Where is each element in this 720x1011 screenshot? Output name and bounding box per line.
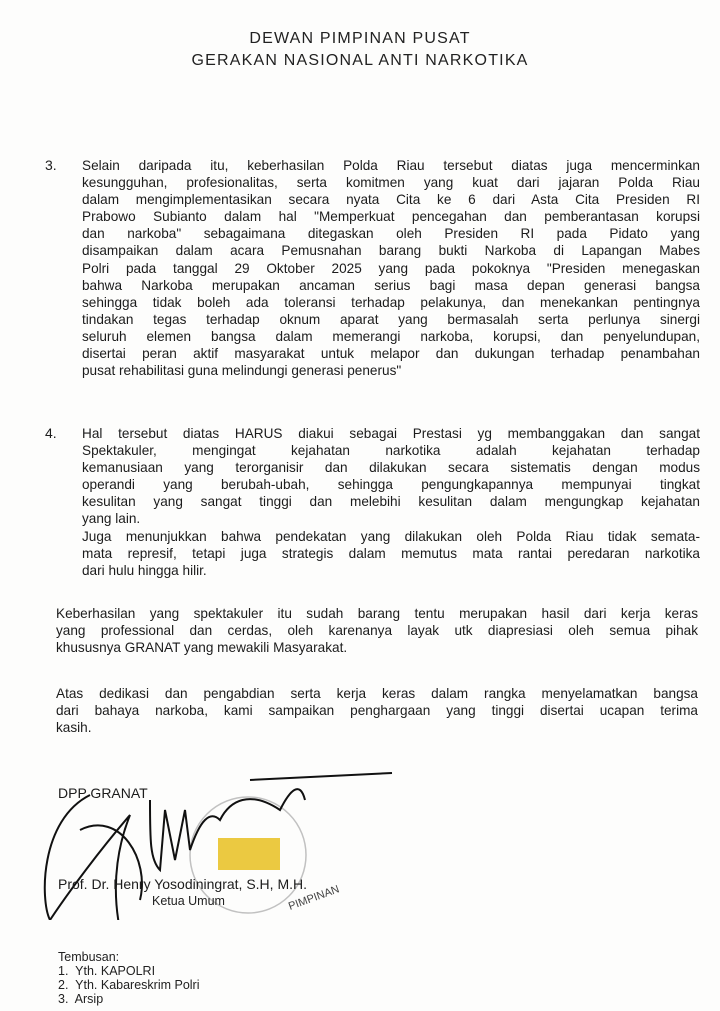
text-line: mata represif, tetapi juga strategis dalam memutus mata rantai peredaran narkotika: [82, 545, 700, 561]
text-line: seluruh elemen bangsa dalam memerangi narkoba, korupsi, dan penyelundupan,: [82, 328, 700, 344]
text-line: kesulitan yang sangat tinggi dan melebihi kesulitan dalam mengungkap kejahatan: [82, 494, 700, 510]
text-line: kasih.: [56, 720, 92, 736]
text-line: Juga menunjukkan bahwa pendekatan yang dilakukan oleh Polda Riau tidak semata-: [82, 528, 700, 544]
text-line: bahwa Narkoba merupakan ancaman serius bagi masa depan generasi bangsa: [82, 277, 700, 293]
text-line: yang professional dan cerdas, oleh karenanya layak utk diapresiasi oleh semua pihak: [56, 623, 698, 639]
text-line: Atas dedikasi dan pengabdian serta kerja keras dalam rangka menyelamatkan bangsa: [56, 686, 698, 701]
cc-label: Tembusan:: [58, 950, 120, 964]
text-line: Polri pada tanggal 29 Oktober 2025 yang pada pokoknya "Presiden menegaskan: [82, 260, 700, 276]
signatory-name: Prof. Dr. Henry Yosodiningrat, S.H, M.H.: [58, 876, 307, 892]
cc-item: 2. Yth. Kabareskrim Polri: [58, 978, 200, 992]
text-line: Selain daripada itu, keberhasilan Polda Riau tersebut diatas juga mencerminkan: [82, 158, 700, 173]
text-line: operandi yang berubah-ubah, sehingga pengungkapannya mempunyai tingkat: [82, 477, 700, 493]
text-line: Hal tersebut diatas HARUS diakui sebagai Prestasi yg membanggakan dan sangat: [82, 426, 700, 441]
text-line: tindakan tegas terhadap oknum aparat yang bermasalah serta perlunya sinergi: [82, 311, 700, 327]
text-line: dalam mengimplementasikan secara nyata Cita ke 6 dari Asta Cita Presiden RI: [82, 192, 700, 208]
paragraph-appreciation: [56, 605, 698, 656]
text-line: yang lain.: [82, 511, 141, 527]
text-line: Keberhasilan yang spektakuler itu sudah barang tentu merupakan hasil dari kerja keras: [56, 606, 698, 621]
text-line: kesungguhan, profesionalitas, serta komitmen yang kuat dari jajaran Polda Riau: [82, 175, 700, 191]
text-line: kemanusiaan yang terorganisir dan dilakukan secara sistematis dengan modus: [82, 460, 700, 476]
text-line: sehingga tidak boleh ada toleransi terhadap pelakunya, dan menekankan pentingnya: [82, 294, 700, 310]
text-line: khususnya GRANAT yang mewakili Masyarakat.: [56, 640, 348, 656]
item-text: [82, 425, 700, 579]
signatory-title: Ketua Umum: [152, 894, 225, 908]
item-text: [82, 157, 700, 379]
cc-item: 1. Yth. KAPOLRI: [58, 964, 156, 978]
paragraph-closing: [56, 685, 698, 736]
signature-stamp-graphic: [0, 740, 420, 920]
item-number: 3.: [45, 157, 57, 173]
cc-item: 3. Arsip: [58, 992, 104, 1006]
item-number: 4.: [45, 425, 57, 441]
text-line: dan narkoba" sebagaimana ditegaskan oleh Presiden RI pada Pidato yang: [82, 226, 700, 242]
text-line: dari bahaya narkoba, kami sampaikan penghargaan yang tinggi disertai ucapan terima: [56, 703, 698, 719]
text-line: Spektakuler, mengingat kejahatan narkotika adalah kejahatan terhadap: [82, 443, 700, 459]
text-line: Prabowo Subianto dalam hal "Memperkuat pencegahan dan pemberantasan korupsi: [82, 209, 700, 225]
svg-text:PIMPINAN: PIMPINAN: [286, 883, 342, 913]
signatory-org: DPP GRANAT: [58, 785, 148, 801]
letterhead-line-1: DEWAN PIMPINAN PUSAT: [249, 30, 471, 47]
text-line: disertai peran aktif masyarakat untuk melapor dan dukungan terhadap penambahan: [82, 346, 700, 362]
letterhead-line-2: GERAKAN NASIONAL ANTI NARKOTIKA: [191, 52, 529, 69]
text-line: dari hulu hingga hilir.: [82, 562, 207, 578]
text-line: disampaikan dalam acara Pemusnahan barang bukti Narkoba di Lapangan Mabes: [82, 243, 700, 259]
text-line: pusat rehabilitasi guna melindungi generasi penerus": [82, 363, 402, 379]
